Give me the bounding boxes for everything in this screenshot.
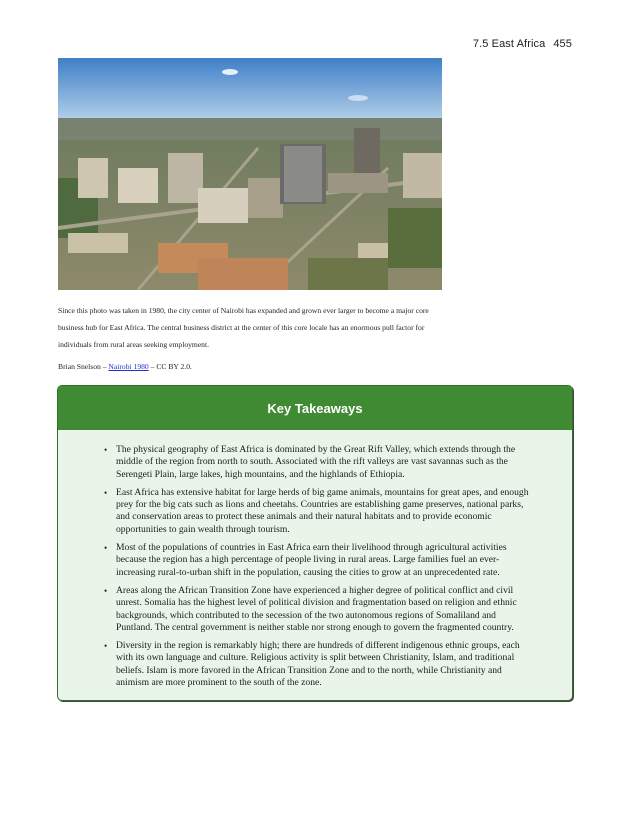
key-takeaways-box bbox=[57, 385, 573, 701]
figure-credit bbox=[58, 362, 192, 371]
bullet-icon: • bbox=[104, 641, 108, 652]
credit-prefix: Brian Snelson – bbox=[58, 362, 109, 371]
bullet-icon: • bbox=[104, 487, 108, 498]
takeaway-text: Areas along the African Transition Zone have experienced a higher degree of political conflict and civil unrest. Somalia has the highest level of political division and fragmentation based on religion and ethnic backgrounds, which contributed to the secession of the two autonomous regions of Somaliland and Puntland. The central government is neither stable nor strong enough to govern the fragmented country. bbox=[116, 584, 517, 633]
city-illustration bbox=[58, 58, 442, 290]
nairobi-aerial-photo bbox=[58, 58, 442, 290]
bullet-icon: • bbox=[104, 543, 108, 554]
credit-suffix: – CC BY 2.0. bbox=[148, 362, 192, 371]
bullet-icon: • bbox=[104, 445, 108, 455]
key-takeaways-title: Key Takeaways bbox=[58, 386, 572, 430]
takeaway-item bbox=[104, 640, 534, 689]
takeaway-text: East Africa has extensive habitat for large herds of big game animals, mountains for great apes, and enough prey for the big cats such as lions and cheetahs. Countries are establishing game preserves, national parks, and conservation areas to protect these animals and their natural habitats and to provide economic opportunities to gain wealth through tourism. bbox=[116, 486, 529, 535]
running-head bbox=[473, 38, 572, 50]
takeaways-list bbox=[58, 430, 572, 689]
takeaway-item bbox=[104, 584, 534, 634]
takeaway-text: Most of the populations of countries in East Africa earn their livelihood through agricultural activities because the region has a high percentage of people living in rural areas. Large families fuel an ever-increasing rural-to-urban shift in the population, causing the cities to grow at an unprecedented rate. bbox=[116, 542, 507, 578]
takeaway-item bbox=[104, 542, 534, 579]
page-number: 455 bbox=[553, 38, 572, 50]
takeaway-item bbox=[104, 444, 534, 481]
takeaway-text: The physical geography of East Africa is dominated by the Great Rift Valley, which extends through the middle of the region from north to south. Associated with the rift valleys are vast savannas such as the Serengeti Plain, large lakes, high mountains, and the highlands of Ethiopia. bbox=[116, 444, 516, 480]
credit-link[interactable]: Nairobi 1980 bbox=[108, 362, 149, 371]
takeaway-item bbox=[104, 486, 534, 536]
takeaway-text: Diversity in the region is remarkably high; there are hundreds of different indigenous ethnic groups, each with its own language and culture. Religious activity is split between Christianity, Islam, and traditional beliefs. Islam is more favored in the African Transition Zone and to the north, while Christianity and animism are more prominent to the south of the zone. bbox=[116, 640, 520, 689]
bullet-icon: • bbox=[104, 585, 108, 596]
section-title: 7.5 East Africa bbox=[472, 38, 546, 50]
figure-caption: Since this photo was taken in 1980, the city center of Nairobi has expanded and grown ever larger to become a major core business hub for East Africa. The central business district at the center of this core locale has an enormous pull factor for individuals from rural areas seeking employment. bbox=[58, 306, 429, 349]
